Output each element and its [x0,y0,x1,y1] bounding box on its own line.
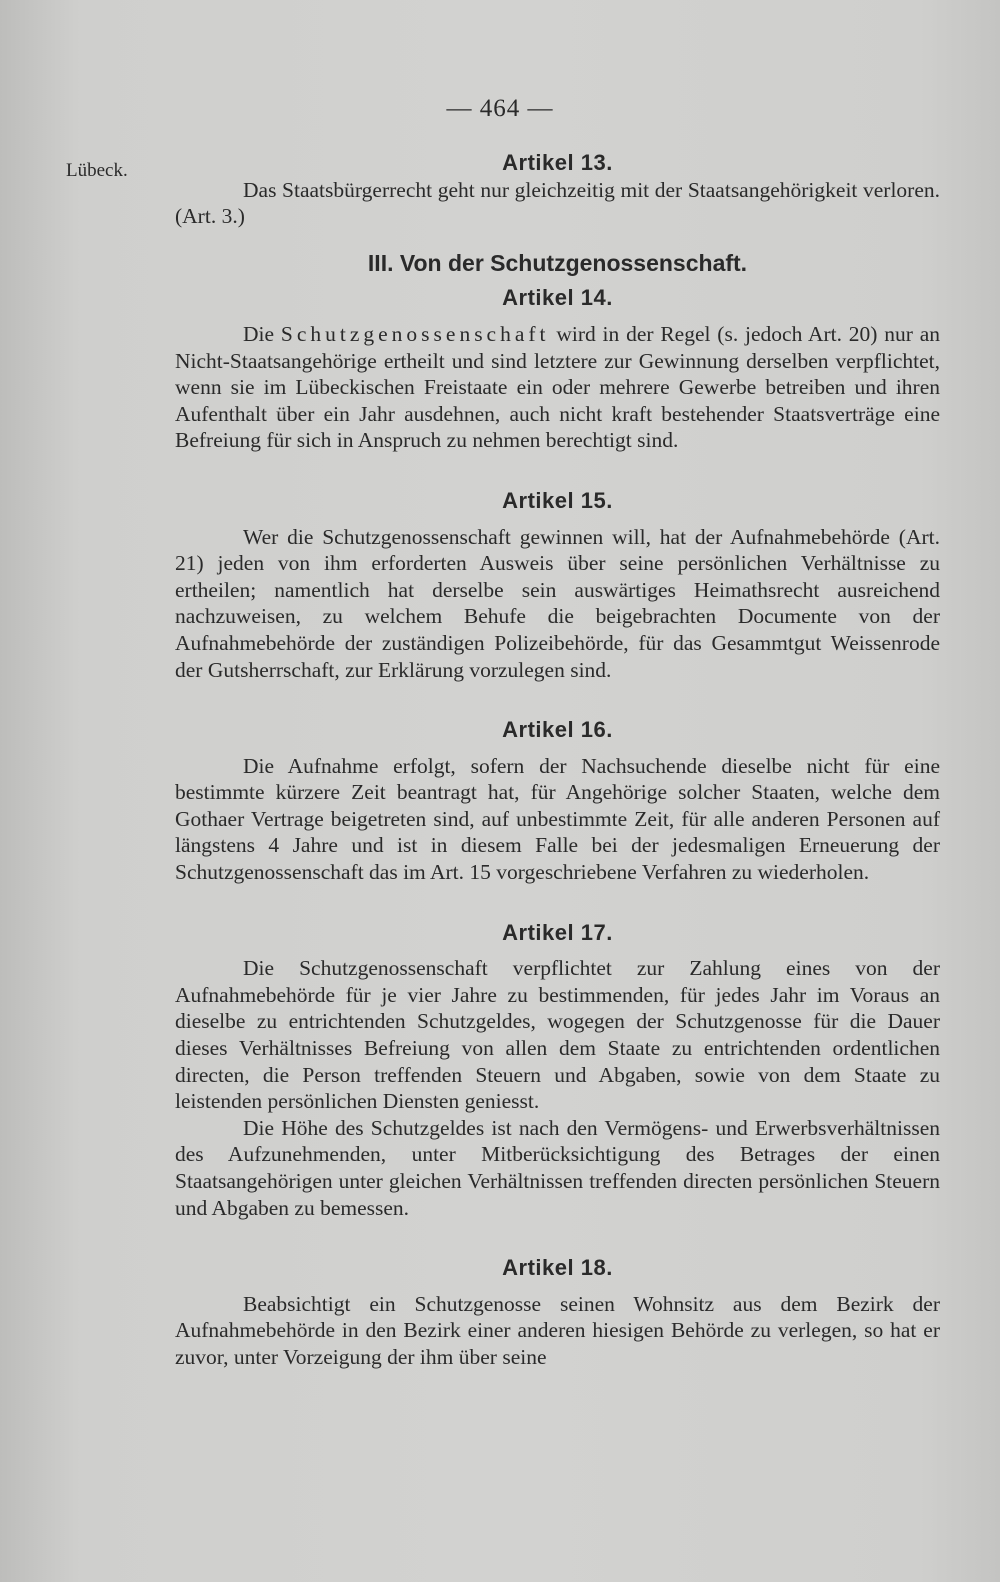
article-13-text: Das Staatsbürgerrecht geht nur gleichzeitig mit der Staatsangehörigkeit verloren. (Art. 3.) [175,177,940,229]
article-18-text: Beabsichtigt ein Schutzgenosse seinen Wohnsitz aus dem Bezirk der Aufnahmebehörde in den Bezirk einer anderen hiesigen Behörde zu verlegen, so hat er zuvor, unter Vorzeigung der ihm über seine [175,1291,940,1369]
article-14-heading: Artikel 14. [502,285,613,311]
body-text [175,150,940,1371]
article-14-text [175,321,940,454]
article-13-heading: Artikel 13. [502,150,613,175]
article-18-heading: Artikel 18. [502,1255,613,1281]
article-16-heading: Artikel 16. [502,717,613,743]
article-17-heading: Artikel 17. [502,919,613,945]
margin-note: Lübeck. [66,160,128,181]
article-14-body: wird in der Regel (s. jedoch Art. 20) nur an Nicht-Staatsangehörige ertheilt und sind letztere zur Gewinnung derselben verpflichtet, wenn sie im Lübeckischen Freistaate ein oder mehrere Gewerbe betreiben und ihren Aufenthalt über ein Jahr ausdehnen, auch nicht kraft bestehender Staatsverträge eine Befreiung für sich in Anspruch zu nehmen berechtigt sind. [175,321,941,453]
article-15-text: Wer die Schutzgenossenschaft gewinnen will, hat der Aufnahmebehörde (Art. 21) jeden von ihm erforderten Ausweis über seine persönlichen Verhältnisse zu ertheilen; namentlich hat derselbe sein auswärtiges Heimathsrecht ausreichend nachzuweisen, zu welchem Behufe die beigebrachten Documente von der Aufnahmebehörde der zuständigen Polizeibehörde, für das Gesammtgut Weissenrode der Gutsherrschaft, zur Erklärung vorzulegen sind. [175,524,940,682]
article-17-text-1: Die Schutzgenossenschaft verpflichtet zur Zahlung eines von der Aufnahmebehörde für je vier Jahre zu bestimmenden, für jedes Jahr im Voraus an dieselbe zu entrichtenden Schutzgeldes, wogegen der Schutzgenosse für die Dauer dieses Verhältnisses Befreiung von allen dem Staate zu entrichtenden ordentlichen directen, die Person treffenden Steuern und Abgaben, sowie von dem Staate zu leistenden persönlichen Diensten geniesst. [175,956,940,1114]
article-16-text: Die Aufnahme erfolgt, sofern der Nachsuchende dieselbe nicht für eine bestimmte kürzere Zeit beantragt hat, für Angehörige solcher Staaten, welche dem Gothaer Vertrage beigetreten sind, auf unbestimmte Zeit, für alle anderen Personen auf längstens 4 Jahre und ist in diesem Falle bei der jedesmaligen Erneuerung der Schutzgenossenschaft das im Art. 15 vorgeschriebene Verfahren zu wiederholen. [175,753,940,885]
article-17-text-2: Die Höhe des Schutzgeldes ist nach den Vermögens- und Erwerbsverhältnissen des Aufzunehmenden, unter Mitberücksichtigung des Betrages der einen Staatsangehörigen unter gleichen Verhältnissen treffenden directen persönlichen Steuern und Abgaben zu bemessen. [175,1115,940,1220]
article-14-spaced-term: Schutzgenossenschaft [280,321,550,346]
article-15-heading: Artikel 15. [502,487,613,513]
page-number: — 464 — [446,95,554,122]
section-3-heading: III. Von der Schutzgenossenschaft. [367,249,748,276]
article-14-lead: Die [243,321,281,346]
